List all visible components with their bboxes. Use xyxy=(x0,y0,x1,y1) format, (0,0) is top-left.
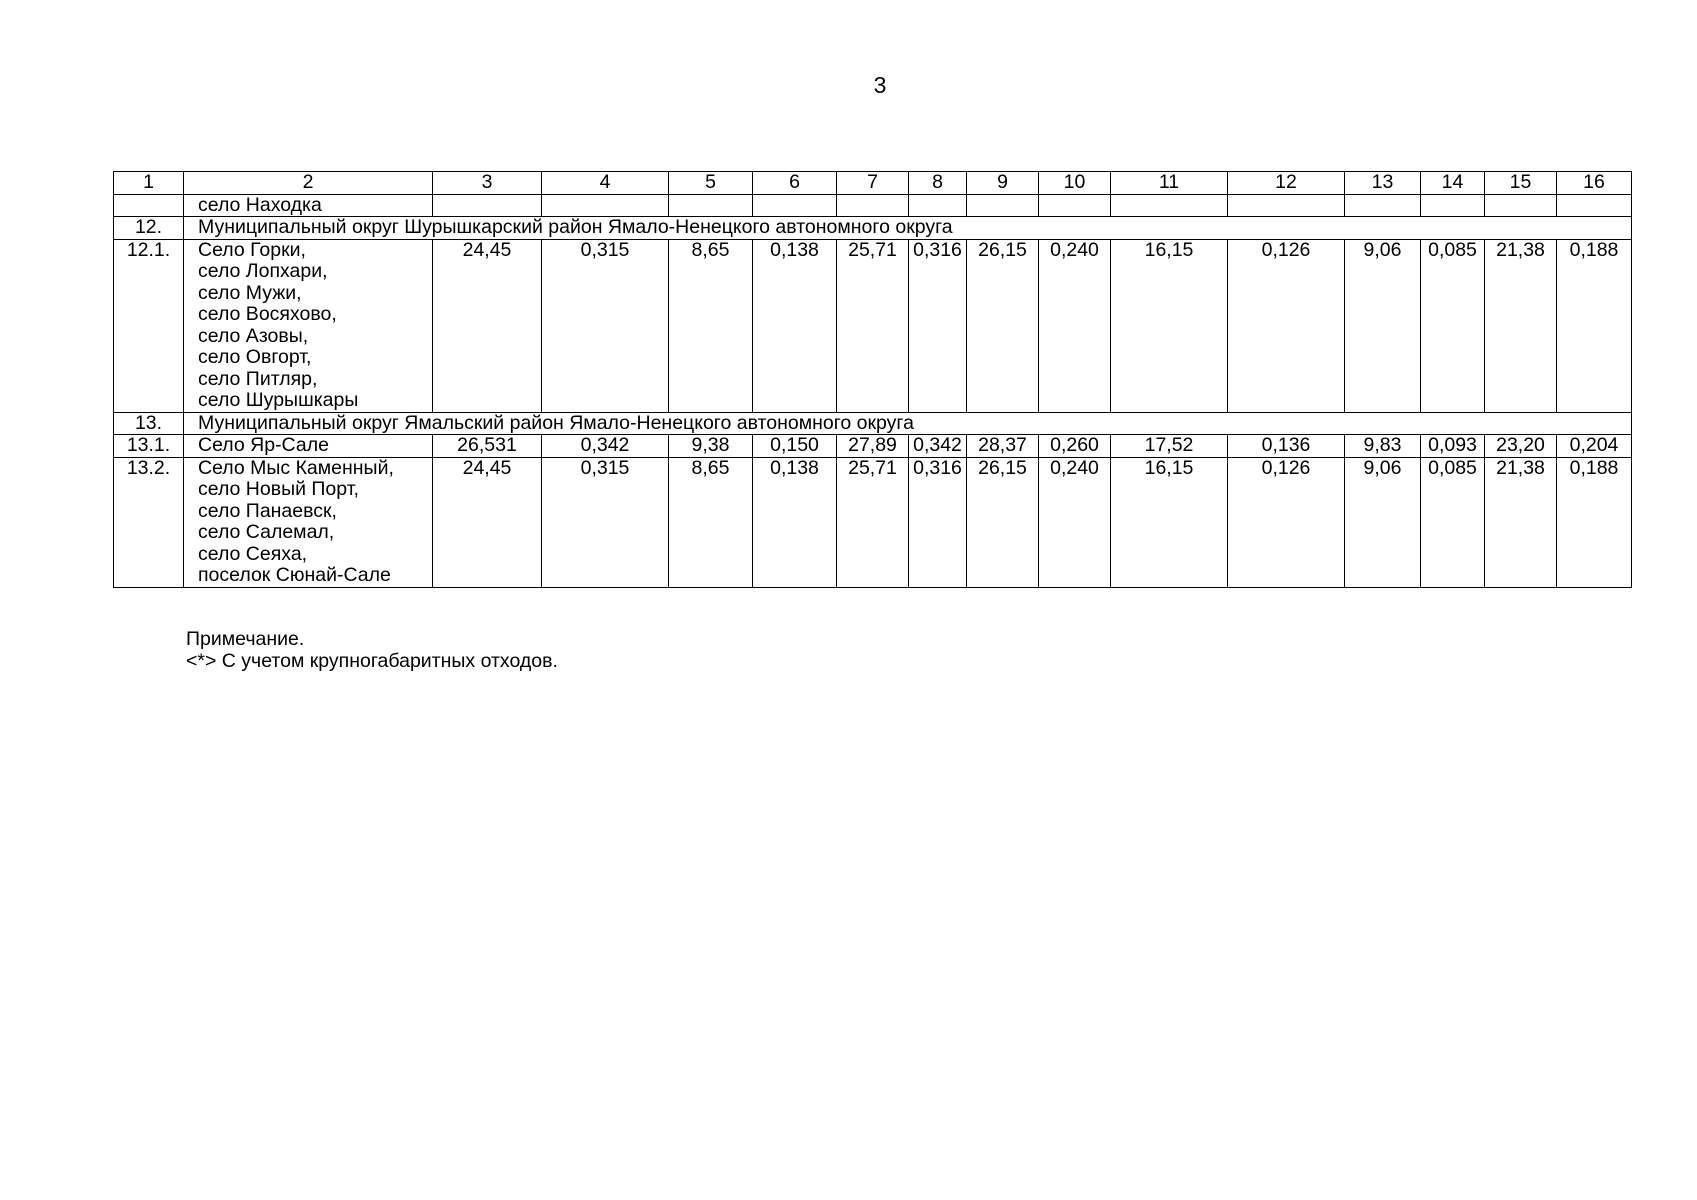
settlement-names xyxy=(184,194,433,217)
value-cell: 27,89 xyxy=(837,435,909,458)
settlement-name: село Шурышкары xyxy=(198,389,359,411)
value-cell xyxy=(1039,194,1111,217)
settlement-names xyxy=(184,435,433,458)
header-cell: 10 xyxy=(1039,172,1111,195)
value-cell xyxy=(1111,194,1228,217)
value-cell xyxy=(433,194,542,217)
settlement-name: село Азовы, xyxy=(198,324,309,347)
value-cell xyxy=(669,194,753,217)
row-number: 12. xyxy=(114,217,184,240)
value-cell: 0,126 xyxy=(1228,239,1345,412)
value-cell: 0,136 xyxy=(1228,435,1345,458)
header-cell: 11 xyxy=(1111,172,1228,195)
value-cell: 23,20 xyxy=(1485,435,1557,458)
row-number: 13. xyxy=(114,412,184,435)
value-cell: 0,188 xyxy=(1557,457,1632,587)
value-cell: 9,06 xyxy=(1345,239,1421,412)
settlement-name: село Мужи, xyxy=(198,281,302,304)
header-cell: 15 xyxy=(1485,172,1557,195)
value-cell: 8,65 xyxy=(669,239,753,412)
value-cell: 9,06 xyxy=(1345,457,1421,587)
value-cell: 24,45 xyxy=(433,239,542,412)
header-cell: 6 xyxy=(753,172,837,195)
header-cell: 2 xyxy=(184,172,433,195)
header-cell: 16 xyxy=(1557,172,1632,195)
page-number: 3 xyxy=(873,72,887,98)
row-number xyxy=(114,194,184,217)
value-cell xyxy=(1228,194,1345,217)
value-cell xyxy=(1557,194,1632,217)
header-cell: 8 xyxy=(909,172,967,195)
settlement-name: село Питляр, xyxy=(198,367,318,390)
settlement-name: поселок Сюнай-Сале xyxy=(198,564,391,586)
data-table xyxy=(113,171,1632,588)
settlement-names xyxy=(184,457,433,587)
value-cell: 0,260 xyxy=(1039,435,1111,458)
value-cell: 25,71 xyxy=(837,457,909,587)
value-cell: 24,45 xyxy=(433,457,542,587)
value-cell: 0,150 xyxy=(753,435,837,458)
value-cell xyxy=(909,194,967,217)
value-cell: 26,15 xyxy=(967,457,1039,587)
value-cell: 0,138 xyxy=(753,457,837,587)
settlement-name: село Панаевск, xyxy=(198,499,337,522)
value-cell: 9,83 xyxy=(1345,435,1421,458)
value-cell: 0,240 xyxy=(1039,239,1111,412)
header-cell: 3 xyxy=(433,172,542,195)
section-title: Муниципальный округ Шурышкарский район Ямало-Ненецкого автономного округа xyxy=(184,217,1632,240)
header-cell: 5 xyxy=(669,172,753,195)
value-cell: 0,138 xyxy=(753,239,837,412)
section-row xyxy=(114,217,1632,240)
note-block xyxy=(186,628,558,672)
row-number: 12.1. xyxy=(114,239,184,412)
value-cell: 0,315 xyxy=(542,239,669,412)
value-cell: 0,085 xyxy=(1421,457,1485,587)
value-cell xyxy=(837,194,909,217)
value-cell xyxy=(1485,194,1557,217)
value-cell xyxy=(967,194,1039,217)
settlement-name: село Салемал, xyxy=(198,521,335,543)
value-cell: 21,38 xyxy=(1485,239,1557,412)
value-cell: 0,316 xyxy=(909,457,967,587)
value-cell: 0,126 xyxy=(1228,457,1345,587)
value-cell: 0,085 xyxy=(1421,239,1485,412)
section-row xyxy=(114,412,1632,435)
value-cell: 28,37 xyxy=(967,435,1039,458)
settlement-name: село Сеяха, xyxy=(198,542,308,565)
value-cell: 0,188 xyxy=(1557,239,1632,412)
settlement-name: село Овгорт, xyxy=(198,346,312,368)
value-cell: 8,65 xyxy=(669,457,753,587)
table-row xyxy=(114,239,1632,412)
row-number: 13.1. xyxy=(114,435,184,458)
settlement-name: Село Яр-Сале xyxy=(198,434,329,456)
settlement-name: Село Горки, xyxy=(198,239,306,261)
header-row xyxy=(114,172,1632,195)
header-cell: 7 xyxy=(837,172,909,195)
value-cell: 16,15 xyxy=(1111,239,1228,412)
value-cell: 0,240 xyxy=(1039,457,1111,587)
value-cell: 0,316 xyxy=(909,239,967,412)
value-cell: 26,531 xyxy=(433,435,542,458)
settlement-name: село Новый Порт, xyxy=(198,478,359,500)
value-cell: 0,342 xyxy=(909,435,967,458)
value-cell xyxy=(1345,194,1421,217)
settlement-name: село Лопхари, xyxy=(198,260,328,282)
header-cell: 12 xyxy=(1228,172,1345,195)
settlement-name: село Восяхово, xyxy=(198,303,337,325)
value-cell xyxy=(542,194,669,217)
table-body xyxy=(114,172,1632,588)
header-cell: 9 xyxy=(967,172,1039,195)
value-cell: 0,342 xyxy=(542,435,669,458)
table-row xyxy=(114,457,1632,587)
value-cell xyxy=(753,194,837,217)
header-cell: 13 xyxy=(1345,172,1421,195)
value-cell: 9,38 xyxy=(669,435,753,458)
header-cell: 14 xyxy=(1421,172,1485,195)
value-cell: 26,15 xyxy=(967,239,1039,412)
settlement-name: село Находка xyxy=(198,194,322,216)
table-row xyxy=(114,435,1632,458)
value-cell: 0,204 xyxy=(1557,435,1632,458)
header-cell: 4 xyxy=(542,172,669,195)
value-cell: 0,093 xyxy=(1421,435,1485,458)
value-cell: 17,52 xyxy=(1111,435,1228,458)
settlement-name: Село Мыс Каменный, xyxy=(198,457,394,479)
value-cell: 16,15 xyxy=(1111,457,1228,587)
value-cell: 21,38 xyxy=(1485,457,1557,587)
settlement-names xyxy=(184,239,433,412)
value-cell: 25,71 xyxy=(837,239,909,412)
note-title: Примечание. xyxy=(186,628,305,650)
table-row xyxy=(114,194,1632,217)
header-cell: 1 xyxy=(114,172,184,195)
section-title: Муниципальный округ Ямальский район Ямало-Ненецкого автономного округа xyxy=(184,412,1632,435)
note-text: <*> С учетом крупногабаритных отходов. xyxy=(186,650,558,672)
value-cell: 0,315 xyxy=(542,457,669,587)
value-cell xyxy=(1421,194,1485,217)
row-number: 13.2. xyxy=(114,457,184,587)
